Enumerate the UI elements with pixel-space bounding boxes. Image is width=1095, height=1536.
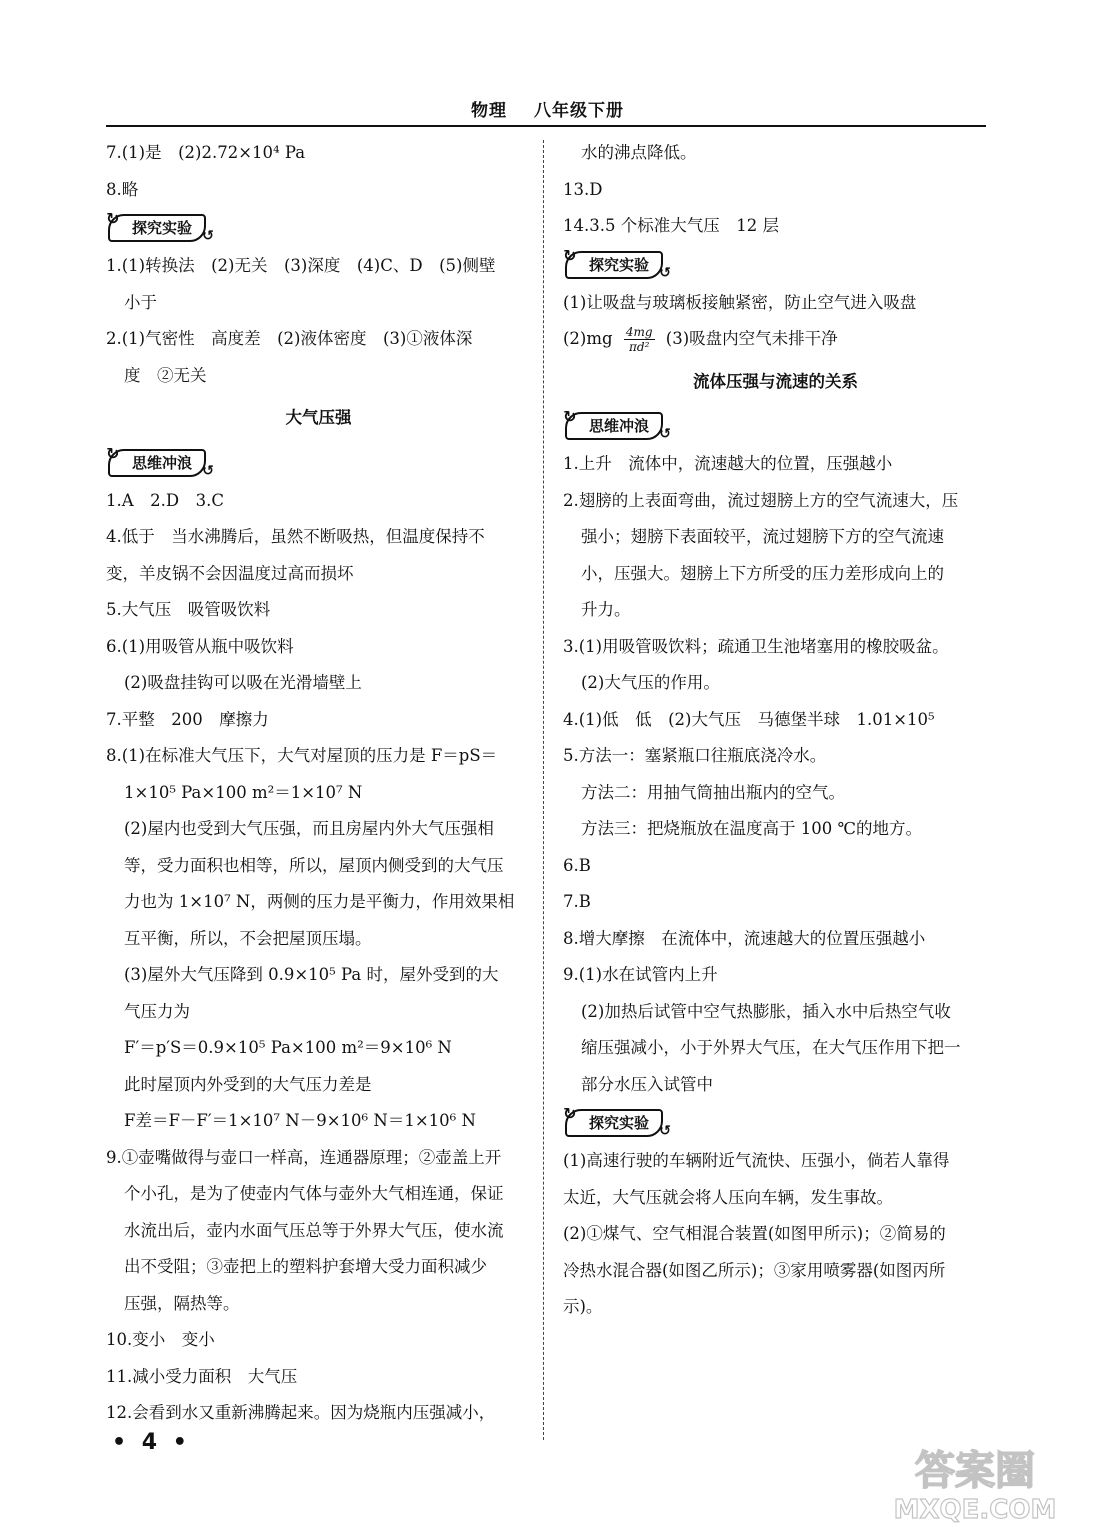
section-badge-thinking xyxy=(563,407,672,442)
badge-label: 探究实验 xyxy=(589,255,650,274)
answer-line: (2)①煤气、空气相混合装置(如图甲所示)；②简易的 xyxy=(563,1224,946,1243)
answer-line: 互平衡，所以，不会把屋顶压塌。 xyxy=(124,928,372,948)
answer-line: 强小；翅膀下表面较平，流过翅膀下方的空气流速 xyxy=(581,527,944,546)
answer-line: 3.(1)用吸管吸饮料；疏通卫生池堵塞用的橡胶吸盆。 xyxy=(563,636,949,656)
answer-line: (2)屋内也受到大气压强，而且房屋内外大气压强相 xyxy=(124,819,494,838)
answer-line: (2)吸盘挂钩可以吸在光滑墙壁上 xyxy=(124,673,362,692)
answer-line: 9.①壶嘴做得与壶口一样高，连通器原理；②壶盖上开 xyxy=(106,1147,502,1167)
curl-arrow-icon: ↻ xyxy=(563,407,577,426)
section-badge-explore xyxy=(106,209,215,244)
answer-line: 出不受阻；③壶把上的塑料护套增大受力面积减少 xyxy=(124,1257,487,1276)
answer-line: 水流出后，壶内水面气压总等于外界大气压，使水流 xyxy=(124,1220,504,1240)
answer-line: 变，羊皮锅不会因温度过高而损坏 xyxy=(106,563,354,583)
answer-line: 14.3.5 个标准大气压 12 层 xyxy=(563,216,779,235)
answer-line: 7.B xyxy=(563,892,591,911)
answer-line: 6.B xyxy=(563,855,591,875)
answer-line: 冷热水混合器(如图乙所示)；③家用喷雾器(如图丙所 xyxy=(563,1260,946,1280)
answer-line: 升力。 xyxy=(581,600,631,619)
right-column xyxy=(563,135,988,1326)
badge-label: 探究实验 xyxy=(589,1114,650,1132)
swirl-icon: ↺ xyxy=(659,1123,672,1139)
answer-line: 6.(1)用吸管从瓶中吸饮料 xyxy=(106,636,294,656)
answer-line: 小，压强大。翅膀上下方所受的压力差形成向上的 xyxy=(581,563,944,583)
header-rule xyxy=(106,125,986,127)
answer-line: 力也为 1×10⁷ N，两侧的压力是平衡力，作用效果相 xyxy=(124,892,515,911)
answer-line: 4.(1)低 低 (2)大气压 马德堡半球 1.01×10⁵ xyxy=(563,709,935,729)
watermark-logo xyxy=(875,1436,1075,1526)
answer-line: 示)。 xyxy=(563,1297,603,1316)
answer-line: 4.低于 当水沸腾后，虽然不断吸热，但温度保持不 xyxy=(106,527,485,546)
answer-line: 8.增大摩擦 在流体中，流速越大的位置压强越小 xyxy=(563,928,926,948)
curl-arrow-icon: ↻ xyxy=(106,209,120,228)
section-title: 流体压强与流速的关系 xyxy=(693,371,858,391)
answer-line: 2.(1)气密性 高度差 (2)液体密度 (3)①液体深 xyxy=(106,329,473,348)
answer-line: 12.会看到水又重新沸腾起来。因为烧瓶内压强减小， xyxy=(106,1403,496,1422)
badge-label: 思维冲浪 xyxy=(589,417,650,435)
answer-line: (1)让吸盘与玻璃板接触紧密，防止空气进入吸盘 xyxy=(563,292,917,312)
fraction xyxy=(624,325,655,354)
section-badge-thinking xyxy=(106,443,215,479)
answer-line: 缩压强减小，小于外界大气压，在大气压作用下把一 xyxy=(581,1038,961,1057)
header-subject: 物理 xyxy=(471,101,508,121)
answer-line: 2.翅膀的上表面弯曲，流过翅膀上方的空气流速大，压 xyxy=(563,490,959,510)
answer-line: 水的沸点降低。 xyxy=(581,143,697,162)
page-number: • 4 • xyxy=(112,1430,191,1455)
badge-label: 探究实验 xyxy=(132,219,193,237)
answer-line: 太近，大气压就会将人压向车辆，发生事故。 xyxy=(563,1187,893,1207)
swirl-icon: ↺ xyxy=(202,462,215,479)
answer-line: 5.大气压 吸管吸饮料 xyxy=(106,600,271,619)
answer-line: 压强，隔热等。 xyxy=(124,1293,240,1313)
curl-arrow-icon: ↻ xyxy=(563,245,577,265)
curl-arrow-icon: ↻ xyxy=(106,443,120,463)
answer-line: 7.平整 200 摩擦力 xyxy=(106,709,269,729)
answer-line: 10.变小 变小 xyxy=(106,1330,215,1349)
answer-line: 1.A 2.D 3.C xyxy=(106,490,224,510)
section-title: 大气压强 xyxy=(285,408,352,427)
answer-line: (2)加热后试管中空气热膨胀，插入水中后热空气收 xyxy=(581,1001,951,1021)
answer-line: 1.(1)转换法 (2)无关 (3)深度 (4)C、D (5)侧壁 xyxy=(106,256,496,275)
fraction-numerator: 4mg xyxy=(625,325,653,339)
column-divider xyxy=(543,140,544,1440)
swirl-icon: ↺ xyxy=(659,426,672,442)
answer-line: F差＝F－F′＝1×10⁷ N－9×10⁶ N＝1×10⁶ N xyxy=(124,1111,476,1130)
formula-prefix: (2)mg xyxy=(563,329,613,348)
answer-line: 5.方法一：塞紧瓶口往瓶底浇冷水。 xyxy=(563,746,827,765)
watermark-text: 答案圈 xyxy=(915,1448,1035,1494)
left-column xyxy=(106,135,531,1432)
curl-arrow-icon: ↻ xyxy=(563,1104,577,1123)
answer-line: 1×10⁵ Pa×100 m²＝1×10⁷ N xyxy=(124,782,363,802)
answer-line: (1)高速行驶的车辆附近气流快、压强小，倘若人靠得 xyxy=(563,1151,950,1170)
answer-line: (3)屋外大气压降到 0.9×10⁵ Pa 时，屋外受到的大 xyxy=(124,965,499,984)
fraction-denominator: πd² xyxy=(629,340,650,354)
answer-line: 小于 xyxy=(124,292,157,312)
swirl-icon: ↺ xyxy=(202,228,215,244)
answer-line: 1.上升 流体中，流速越大的位置，压强越小 xyxy=(563,454,893,473)
answer-line: 此时屋顶内外受到的大气压力差是 xyxy=(124,1074,372,1094)
formula-suffix: (3)吸盘内空气未排干净 xyxy=(665,329,838,348)
answer-line: 方法二：用抽气筒抽出瓶内的空气。 xyxy=(581,782,845,802)
section-badge-explore xyxy=(563,245,672,281)
answer-line: 9.(1)水在试管内上升 xyxy=(563,965,718,984)
swirl-icon: ↺ xyxy=(659,264,672,281)
running-header xyxy=(0,96,1095,121)
header-grade: 八年级下册 xyxy=(533,101,624,121)
answer-line: 方法三：把烧瓶放在温度高于 100 ℃的地方。 xyxy=(581,819,922,838)
answer-line: F′＝p′S＝0.9×10⁵ Pa×100 m²＝9×10⁶ N xyxy=(124,1038,452,1057)
answer-line: 气压力为 xyxy=(124,1001,190,1021)
answer-line: (2)大气压的作用。 xyxy=(581,673,720,692)
answer-line: 13.D xyxy=(563,179,603,199)
watermark-url: MXQE.COM xyxy=(893,1495,1057,1525)
answer-line: 8.(1)在标准大气压下，大气对屋顶的压力是 F＝pS＝ xyxy=(106,746,498,765)
answer-line: 7.(1)是 (2)2.72×10⁴ Pa xyxy=(106,143,306,162)
section-badge-explore xyxy=(563,1104,672,1139)
answer-line: 等，受力面积也相等，所以，屋顶内侧受到的大气压 xyxy=(124,855,504,875)
formula-line xyxy=(563,321,988,358)
answer-line: 度 ②无关 xyxy=(124,365,207,385)
badge-label: 思维冲浪 xyxy=(132,453,193,472)
answer-line: 11.减小受力面积 大气压 xyxy=(106,1366,298,1386)
answer-line: 部分水压入试管中 xyxy=(581,1074,713,1094)
answer-line: 个小孔，是为了使壶内气体与壶外大气相连通，保证 xyxy=(124,1184,504,1203)
answer-line: 8.略 xyxy=(106,179,139,199)
